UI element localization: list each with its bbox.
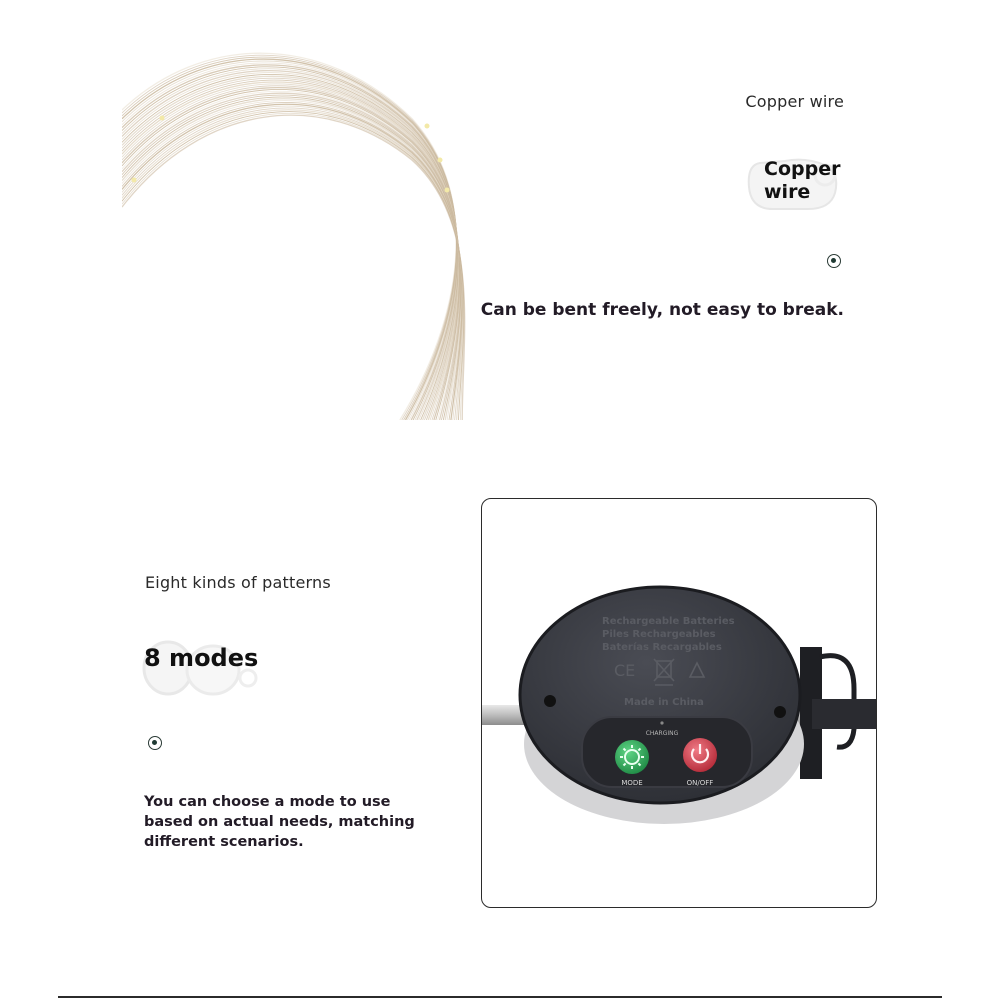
battery-text-3: Baterías Recargables: [602, 642, 722, 653]
wire-strand: [122, 112, 464, 420]
led-bead: [160, 116, 165, 121]
wire-strand: [122, 97, 461, 420]
wire-strand: [122, 102, 462, 420]
bullet-dot-icon: [148, 736, 162, 750]
copper-wire-image: [122, 30, 502, 420]
mode-button: [615, 740, 649, 774]
modes-title: 8 modes: [144, 644, 259, 672]
wire-strand: [122, 108, 463, 420]
led-bead: [445, 188, 450, 193]
battery-text-2: Piles Rechargeables: [602, 629, 716, 640]
battery-box-image: [482, 499, 877, 908]
copper-wire-label: Copper wire: [745, 92, 844, 111]
control-panel: [582, 717, 752, 787]
modes-description: You can choose a mode to use based on actual needs, matching different scenarios.: [144, 794, 415, 850]
origin-text: Made in China: [624, 697, 704, 708]
wire-strand: [122, 106, 463, 420]
led-bead: [438, 158, 443, 163]
wire-strand: [122, 115, 465, 420]
patterns-label: Eight kinds of patterns: [145, 573, 331, 592]
bullet-dot-icon: [827, 254, 841, 268]
charging-label: CHARGING: [645, 730, 679, 737]
battery-text-1: Rechargeable Batteries: [602, 616, 735, 627]
title-line-1: Copper: [764, 158, 841, 180]
led-bead: [132, 178, 137, 183]
battery-box-photo: [481, 498, 877, 908]
title-line-2: wire: [764, 181, 811, 203]
ce-mark: CE: [614, 661, 636, 680]
power-label: ON/OFF: [686, 779, 714, 787]
led-bead: [425, 124, 430, 129]
wire-strand: [122, 113, 464, 420]
copper-wire-title: [764, 158, 840, 204]
mode-label: MODE: [621, 779, 643, 787]
copper-wire-photo: [122, 30, 502, 420]
power-button: [683, 738, 717, 772]
footer-divider: [58, 996, 942, 998]
copper-wire-description: Can be bent freely, not easy to break.: [480, 300, 844, 320]
